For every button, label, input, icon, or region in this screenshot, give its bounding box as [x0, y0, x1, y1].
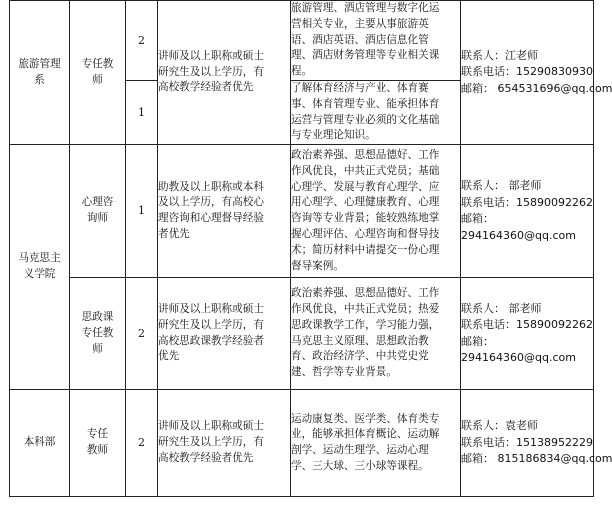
- position-text: 教师: [86, 444, 109, 457]
- position-cell: [70, 145, 126, 278]
- major-text: 用心理学、心理健康教育、心理: [291, 196, 440, 209]
- contact-email: 294164360@qq.com: [461, 351, 576, 365]
- department-text: 本科部: [23, 436, 56, 449]
- department-text: 系: [34, 73, 45, 86]
- position-cell: [70, 278, 126, 390]
- requirement-text: 研究生及以上学历，有: [158, 436, 264, 449]
- count-cell: 2: [126, 278, 158, 390]
- table-row: [10, 145, 594, 278]
- position-text: 专任: [86, 428, 109, 441]
- requirement-cell: [158, 278, 291, 390]
- requirement-text: 优先: [158, 350, 180, 363]
- requirement-text: 高校教学经验者优先: [158, 452, 254, 465]
- count-cell: 2: [126, 1, 158, 81]
- recruitment-table: [9, 0, 612, 497]
- department-cell: [10, 1, 70, 145]
- position-text: 专任教: [81, 326, 114, 339]
- department-text: 马克思主: [18, 252, 61, 265]
- contact-email: 294164360@qq.com: [461, 228, 576, 242]
- requirement-cell: [158, 145, 291, 278]
- contact-email-label: 邮箱：: [461, 334, 494, 348]
- major-text: 作风优良，中共正式党员；热爱: [291, 303, 440, 316]
- contact-person: 联系人： 部老师: [461, 179, 542, 193]
- major-text: 育、政治经济学、中共党史党: [291, 350, 429, 363]
- major-text: 程。: [291, 65, 313, 78]
- contact-cell: [461, 390, 612, 497]
- major-text: 政治素养强、思想品德好、工作: [291, 148, 440, 161]
- major-text: 握心理评估、心理咨询和督导技: [291, 227, 440, 240]
- major-text: 运动康复类、医学类、体育类专: [291, 412, 440, 425]
- position-cell: [70, 1, 126, 145]
- requirement-text: 理咨询和心理督导经验: [158, 212, 264, 225]
- department-text: 义学院: [23, 268, 56, 281]
- major-text: 了解体育经济与产业、体育赛: [291, 81, 429, 94]
- count-cell: 2: [126, 390, 158, 497]
- major-text: 旅游管理、酒店管理与数字化运: [291, 2, 440, 14]
- requirement-text: 讲师及以上职称或硕士: [158, 49, 264, 62]
- major-text: 语、酒店英语、酒店信息化管: [291, 33, 429, 46]
- major-text: 与专业理论知识。: [291, 129, 376, 142]
- contact-phone: 联系电话：15138952229: [461, 435, 593, 449]
- table-row: [10, 390, 594, 497]
- department-text: 旅游管理: [18, 57, 61, 70]
- contact-person: 联系人： 部老师: [461, 301, 542, 315]
- requirement-text: 讲师及以上职称或硕士: [158, 420, 264, 433]
- position-cell: [70, 390, 126, 497]
- major-text: 建、哲学等专业背景。: [291, 366, 397, 379]
- contact-cell: [461, 278, 594, 390]
- requirement-text: 研究生及以上学历，有: [158, 65, 264, 78]
- major-cell: [291, 390, 461, 497]
- requirement-cell: [158, 1, 291, 145]
- major-text: 理、酒店财务管理等专业相关课: [291, 49, 440, 62]
- contact-email-label: 邮箱：: [461, 212, 494, 226]
- major-text: 业，能够承担体育概论、运动解: [291, 428, 440, 441]
- position-text: 师: [92, 342, 103, 355]
- major-text: 心理学、发展与教育心理学、应: [291, 180, 440, 193]
- major-cell: [291, 278, 461, 390]
- position-text: 专任教: [81, 57, 114, 70]
- major-text: 运营与管理专业必须的文化基础: [291, 113, 440, 126]
- major-text: 马克思主义原理、思想政治教: [291, 334, 429, 347]
- major-text: 咨询等专业背景；能较熟练地掌: [291, 212, 440, 225]
- contact-person: 联系人：袁老师: [461, 419, 538, 433]
- requirement-text: 高校教学经验者优先: [158, 81, 254, 94]
- major-text: 事、体育管理专业、能承担体育: [291, 97, 440, 110]
- position-text: 师: [92, 73, 103, 86]
- requirement-text: 高校思政课教学经验者: [158, 334, 264, 347]
- major-text: 学、三大球、三小球等课程。: [291, 459, 429, 472]
- requirement-text: 助教及以上职称或本科: [158, 180, 264, 193]
- contact-person: 联系人：江老师: [461, 48, 538, 62]
- count-cell: 1: [126, 145, 158, 278]
- position-text: 思政课: [81, 310, 114, 323]
- major-text: 剖学、运动生理学、运动心理: [291, 444, 429, 457]
- major-text: 督导案例。: [291, 259, 344, 272]
- requirement-text: 者优先: [158, 227, 190, 240]
- contact-cell: [461, 1, 612, 145]
- position-text: 心理咨: [81, 196, 114, 209]
- table-row: [10, 278, 594, 390]
- table-row: [10, 1, 594, 81]
- department-cell: [10, 390, 70, 497]
- major-text: 政治素养强、思想品德好、工作: [291, 287, 440, 300]
- major-text: 术；简历材料中请提交一份心理: [291, 243, 440, 256]
- requirement-text: 讲师及以上职称或硕士: [158, 303, 264, 316]
- count-cell: 1: [126, 80, 158, 144]
- major-text: 作风优良，中共正式党员；基础: [291, 164, 440, 177]
- major-cell: [291, 80, 461, 144]
- contact-phone: 联系电话：15290830930: [461, 65, 593, 79]
- requirement-text: 及以上学历，有高校心: [158, 196, 264, 209]
- department-cell: [10, 145, 70, 390]
- contact-phone: 联系电话：15890092262: [461, 318, 593, 332]
- contact-email: 邮箱： 654531696@qq.com: [461, 81, 612, 95]
- contact-phone: 联系电话：15890092262: [461, 195, 593, 209]
- requirement-cell: [158, 390, 291, 497]
- requirement-text: 研究生及以上学历，有: [158, 318, 264, 331]
- position-text: 询师: [86, 212, 109, 225]
- major-text: 思政课教学工作，学习能力强，: [291, 318, 440, 331]
- contact-cell: [461, 145, 594, 278]
- major-text: 营相关专业，主要从事旅游英: [291, 17, 429, 30]
- major-cell: [291, 145, 461, 278]
- major-cell: [291, 1, 461, 81]
- contact-email: 邮箱： 815186834@qq.com: [461, 452, 612, 466]
